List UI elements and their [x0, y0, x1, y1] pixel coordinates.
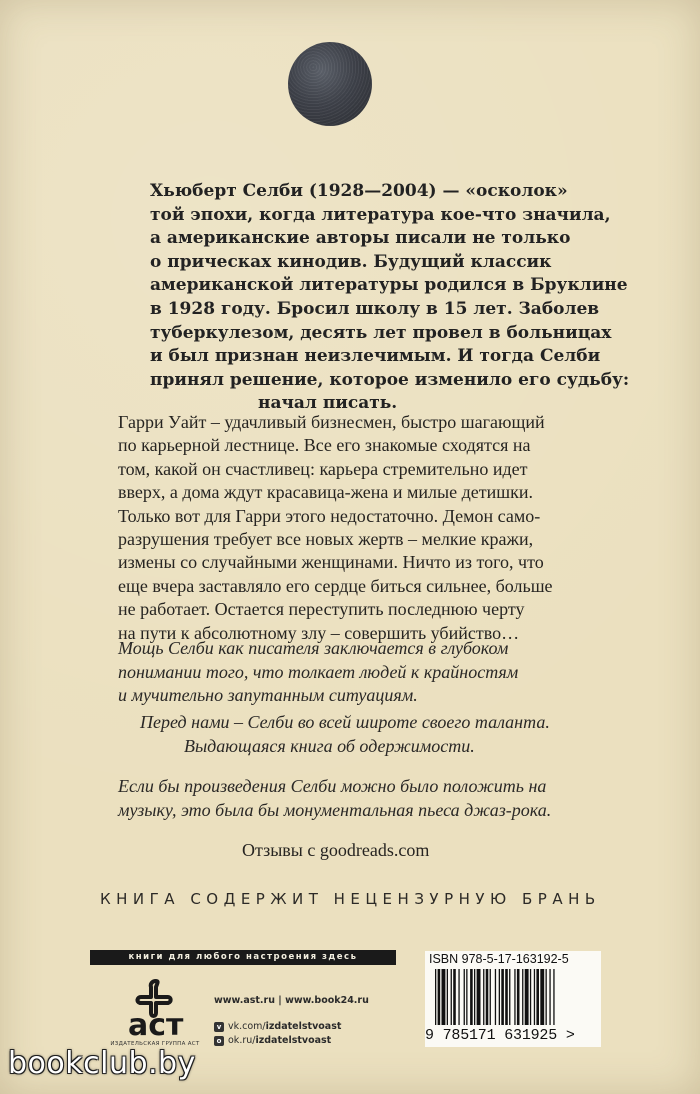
barcode-bar [540, 969, 544, 1025]
bio-line: и был признан неизлечимым. И тогда Селби [150, 346, 601, 367]
barcode-bar [438, 969, 441, 1025]
profanity-warning: КНИГА СОДЕРЖИТ НЕЦЕНЗУРНУЮ БРАНЬ [100, 890, 601, 908]
social-link-vk[interactable] [214, 1021, 341, 1032]
barcode-bar [435, 969, 436, 1025]
summary-line: на пути к абсолютному злу – совершить убийство… [118, 622, 520, 643]
review-quote [118, 637, 588, 708]
barcode-bar [546, 969, 547, 1025]
social-link-ok[interactable] [214, 1035, 331, 1046]
barcode-bar [466, 969, 467, 1025]
barcode-bar [514, 969, 515, 1025]
barcode-bar [536, 969, 539, 1025]
social-prefix: ok.ru/ [228, 1035, 256, 1046]
barcode-bar [477, 969, 481, 1025]
summary-line: вверх, а дома ждут красавица-жена и милые детишки. [118, 482, 534, 503]
barcode-bar [553, 969, 554, 1025]
barcode-bar [470, 969, 473, 1025]
barcode-bar [486, 969, 489, 1025]
barcode-bar [530, 969, 531, 1025]
review-quote [140, 711, 610, 758]
barcode-bar [490, 969, 491, 1025]
barcode-bar [509, 969, 510, 1025]
barcode-bar [534, 969, 535, 1025]
reviews-source: Отзывы с goodreads.com [242, 840, 430, 860]
barcode-bar [517, 969, 520, 1025]
bio-line: начал писать. [258, 393, 398, 414]
barcode-bar [505, 969, 508, 1025]
bio-line: американской литературы родился в Бруклине [150, 275, 628, 296]
bio-line: а американские авторы писали не только [150, 228, 571, 249]
watermark: bookclub.by [8, 1046, 196, 1081]
barcode-bar [483, 969, 484, 1025]
quote-line: понимании того, что толкает людей к крайностям [118, 661, 519, 682]
barcode-bar [474, 969, 475, 1025]
logo-mark: аст [128, 1008, 184, 1043]
quote-line: Выдающаяся книга об одержимости. [184, 735, 475, 756]
barcode-bars [435, 969, 595, 1025]
barcode-bar [458, 969, 459, 1025]
summary-line: разрушения требует все новых жертв – мелкие кражи, [118, 529, 534, 550]
bio-line: в 1928 году. Бросил школу в 15 лет. Заболев [150, 298, 600, 319]
quote-line: Перед нами – Селби во всей широте своего таланта. [140, 712, 550, 732]
bio-line: той эпохи, когда литература кое-что значила, [150, 204, 611, 225]
barcode-bar [442, 969, 446, 1025]
isbn-number: ISBN 978-5-17-163192-5 [429, 952, 569, 966]
barcode-bar [525, 969, 529, 1025]
vk-icon: v [214, 1022, 224, 1032]
social-handle: izdatelstvoast [255, 1035, 332, 1046]
barcode-bar [522, 969, 523, 1025]
quote-line: Мощь Селби как писателя заключается в глубоком [118, 638, 509, 658]
publisher-links[interactable]: www.ast.ru | www.book24.ru [214, 995, 369, 1006]
barcode-bar [549, 969, 550, 1025]
summary-line: по карьерной лестнице. Все его знакомые сходятся на [118, 435, 531, 456]
social-handle: izdatelstvoast [265, 1021, 342, 1032]
barcode-bar [453, 969, 456, 1025]
bio-line: туберкулезом, десять лет провел в больницах [150, 322, 612, 343]
publisher-name: ИЗДАТЕЛЬСКАЯ ГРУППА АСТ [110, 1041, 200, 1047]
isbn-barcode [425, 951, 601, 1047]
bio-line: принял решение, которое изменило его судьбу: [150, 369, 630, 390]
barcode-bar [499, 969, 500, 1025]
barcode-digits: 9 785171 631925 > [425, 1027, 575, 1044]
bio-line: Хьюберт Селби (1928—2004) — «осколок» [150, 181, 568, 201]
summary-line: измены со случайными женщинами. Ничто из того, что [118, 552, 544, 573]
barcode-bar [447, 969, 448, 1025]
barcode-bar [495, 969, 496, 1025]
summary-line: Только вот для Гарри этого недостаточно. Демон само- [118, 505, 541, 526]
author-bio [150, 180, 630, 416]
summary-line: том, какой он счастливец: карьера стремительно идет [118, 458, 528, 479]
review-quote [118, 775, 588, 822]
barcode-bar [451, 969, 452, 1025]
quote-line: музыку, это была бы монументальная пьеса джаз-рока. [118, 799, 552, 820]
barcode-bar [464, 969, 465, 1025]
summary-line: еще вчера заставляло его сердце биться сильнее, больше [118, 575, 553, 596]
ast-logo-icon [108, 975, 204, 1045]
quote-line: и мучительно запутанным ситуациям. [118, 685, 418, 706]
bio-line: о прическах кинодив. Будущий классик [150, 251, 552, 272]
social-prefix: vk.com/ [228, 1021, 266, 1032]
ok-icon: o [214, 1036, 224, 1046]
plot-summary [118, 411, 588, 645]
barcode-bar [501, 969, 504, 1025]
summary-line: Гарри Уайт – удачливый бизнесмен, быстро шагающий [118, 412, 545, 432]
dark-circle-graphic [288, 42, 372, 126]
publisher-tagline: книги для любого настроения здесь [90, 950, 396, 965]
summary-line: не работает. Остается переступить последнюю черту [118, 599, 525, 620]
quote-line: Если бы произведения Селби можно было положить на [118, 776, 547, 796]
